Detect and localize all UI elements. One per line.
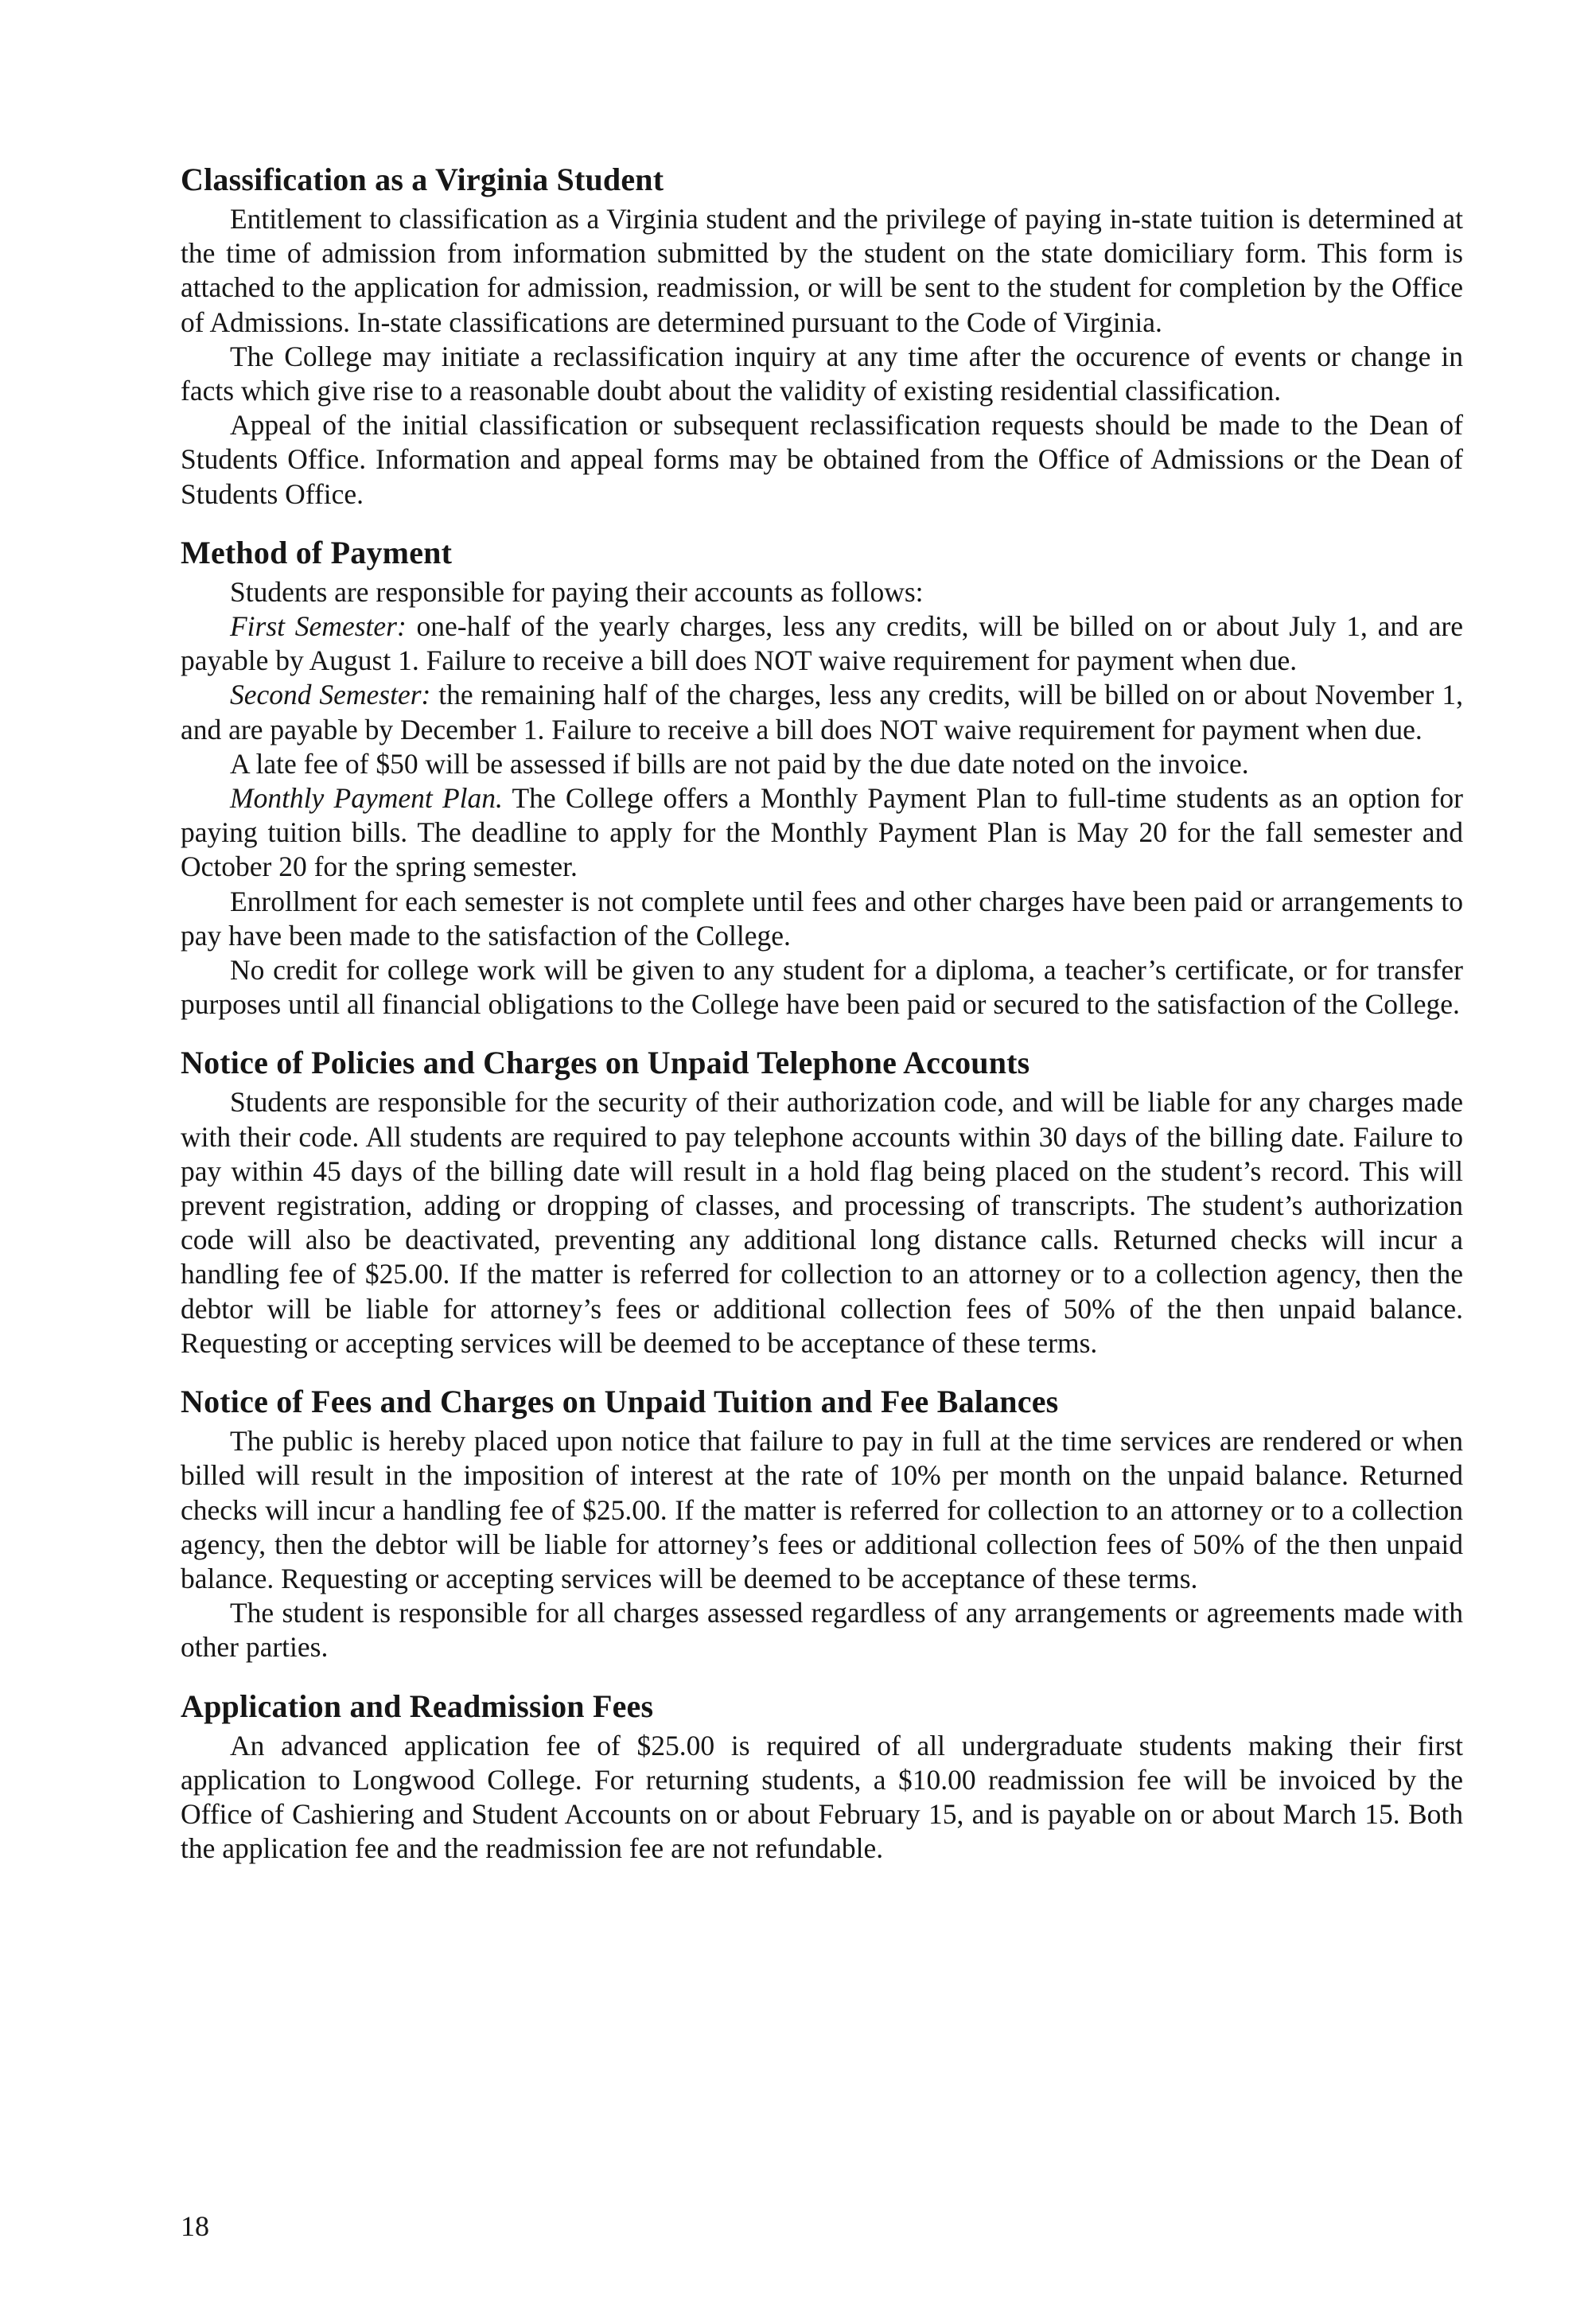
first-semester-label: First Semester:	[230, 610, 407, 643]
paragraph-first-semester	[181, 609, 1463, 678]
section-telephone-accounts	[181, 1042, 1463, 1361]
second-semester-label: Second Semester:	[230, 679, 431, 711]
paragraph: Students are responsible for the security of their authorization code, and will be liable for any charges made with their code. All students are required to pay telephone accounts within 30 days of the billing date. Failure to pay within 45 days of the billing date will result in a hold flag being placed on the student’s record. This will prevent registration, adding or dropping of classes, and processing of transcripts. The student’s authorization code will also be deactivated, preventing any additional long distance calls. Returned checks will incur a handling fee of $25.00. If the matter is referred for collection to an attorney or to a collection agency, then the debtor will be liable for attorney’s fees or additional collection fees of 50% of the then unpaid balance. Requesting or accepting services will be deemed to be acceptance of these terms.	[181, 1086, 1463, 1359]
paragraph-enrollment: Enrollment for each semester is not complete until fees and other charges have been paid or arrangements to pay have been made to the satisfaction of the College.	[181, 885, 1463, 952]
section-heading: Method of Payment	[181, 534, 453, 570]
first-semester-text: one-half of the yearly charges, less any credits, will be billed on or about July 1, and are payable by August 1. Failure to receive a bill does NOT waive requirement for payment when due.	[181, 610, 1463, 677]
paragraph: Appeal of the initial classification or subsequent reclassification requests should be made to the Dean of Students Office. Information and appeal forms may be obtained from the Office of Admissions or the Dean of Students Office.	[181, 409, 1463, 510]
section-heading: Application and Readmission Fees	[181, 1688, 654, 1724]
second-semester-text: the remaining half of the charges, less any credits, will be billed on or about November 1, and are payable by December 1. Failure to receive a bill does NOT waive requirement for payment when due.	[181, 679, 1463, 745]
monthly-plan-text: The College offers a Monthly Payment Plan to full-time students as an option for paying tuition bills. The deadline to apply for the Monthly Payment Plan is May 20 for the fall semester and October 20 for the spring semester.	[181, 782, 1463, 883]
paragraph: Entitlement to classification as a Virginia student and the privilege of paying in-state tuition is determined at the time of admission from information submitted by the student on the state domiciliary form. This form is attached to the application for admission, readmission, or will be sent to the student for completion by the Office of Admissions. In-state classifications are determined pursuant to the Code of Virginia.	[181, 203, 1463, 338]
section-virginia-classification	[181, 159, 1463, 512]
paragraph: The student is responsible for all charges assessed regardless of any arrangements or agreements made with other parties.	[181, 1597, 1463, 1664]
paragraph: An advanced application fee of $25.00 is required of all undergraduate students making their first application to Longwood College. For returning students, a $10.00 readmission fee will be invoiced by the Office of Cashiering and Student Accounts on or about February 15, and is payable on or about March 15. Both the application fee and the readmission fee are not refundable.	[181, 1729, 1463, 1865]
section-method-of-payment	[181, 532, 1463, 1022]
section-unpaid-tuition	[181, 1381, 1463, 1664]
section-heading: Notice of Fees and Charges on Unpaid Tuition and Fee Balances	[181, 1384, 1059, 1420]
page-number: 18	[181, 2210, 209, 2242]
paragraph: The College may initiate a reclassification inquiry at any time after the occurence of events or change in facts which give rise to a reasonable doubt about the validity of existing residential classification.	[181, 340, 1463, 407]
paragraph: The public is hereby placed upon notice that failure to pay in full at the time services are rendered or when billed will result in the imposition of interest at the rate of 10% per month on the unpaid balance. Returned checks will incur a handling fee of $25.00. If the matter is referred for collection to an attorney or to a collection agency, then the debtor will be liable for attorney’s fees or additional collection fees of 50% of the then unpaid balance. Requesting or accepting services will be deemed to be acceptance of these terms.	[181, 1425, 1463, 1594]
paragraph: Students are responsible for paying their accounts as follows:	[230, 575, 924, 608]
paragraph-late-fee: A late fee of $50 will be assessed if bills are not paid by the due date noted on the invoice.	[230, 747, 1249, 780]
paragraph-no-credit: No credit for college work will be given to any student for a diploma, a teacher’s certificate, or for transfer purposes until all financial obligations to the College have been paid or secured to the satisfaction of the College.	[181, 954, 1463, 1021]
paragraph-second-semester	[181, 678, 1463, 746]
section-heading: Classification as a Virginia Student	[181, 162, 664, 197]
paragraph-monthly-plan	[181, 781, 1463, 885]
section-heading: Notice of Policies and Charges on Unpaid Telephone Accounts	[181, 1045, 1030, 1081]
page-body	[181, 159, 1463, 1886]
monthly-plan-label: Monthly Payment Plan.	[230, 782, 503, 815]
section-application-fees	[181, 1686, 1463, 1867]
